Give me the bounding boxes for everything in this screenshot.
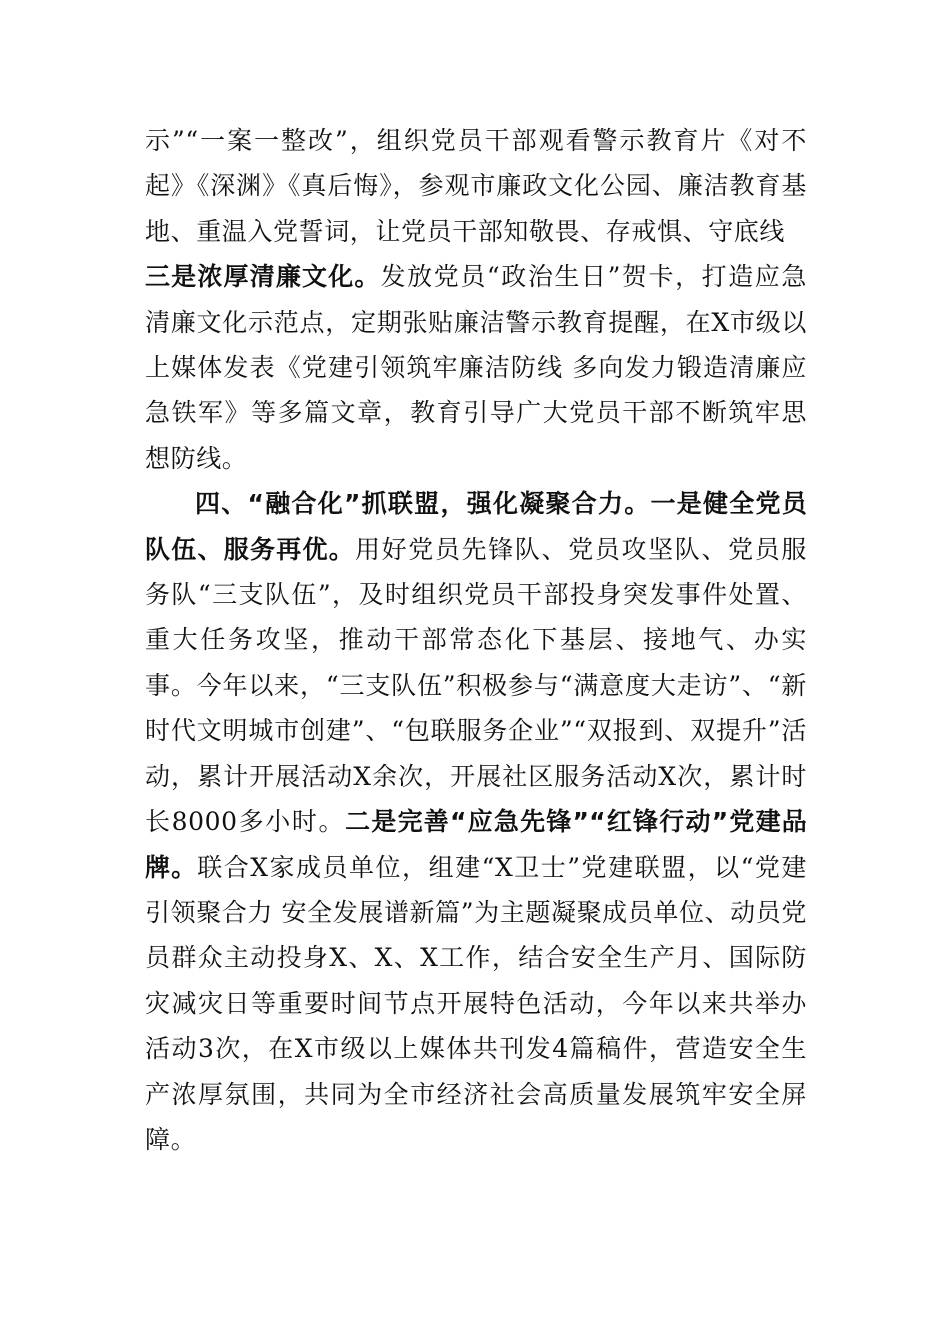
- document-body: [145, 118, 807, 1162]
- paragraph-2-text-2: 联合X家成员单位，组建“X卫士”党建联盟，以“党建引领聚合力 安全发展谱新篇”为主题凝聚成员单位、动员党员群众主动投身X、X、X工作，结合安全生产月、国际防灾减灾日等重要时间节点开展特色活动，今年以来共举办活动3次，在X市级以上媒体共刊发4篇稿件，营造安全生产浓厚氛围，共同为全市经济社会高质量发展筑牢安全屏障。: [145, 852, 807, 1154]
- heading-alliance: 四、“融合化”抓联盟，强化凝聚合力。一是健全党员队伍、服务再优。: [145, 489, 807, 564]
- paragraph-2: [145, 481, 807, 1162]
- paragraph-1-text-b: 发放党员“政治生日”贺卡，打造应急清廉文化示范点，定期张贴廉洁警示教育提醒，在X市级以上媒体发表《党建引领筑牢廉洁防线 多向发力锻造清廉应急铁军》等多篇文章，教育引导广大党员干部不断筑牢思想防线。: [145, 262, 807, 473]
- heading-brand: 二是完善“应急先锋”“红锋行动”党建品牌。: [145, 807, 807, 882]
- heading-culture: 三是浓厚清廉文化。: [145, 262, 381, 292]
- paragraph-1: [145, 118, 807, 481]
- paragraph-2-text-1: 用好党员先锋队、党员攻坚队、党员服务队“三支队伍”，及时组织党员干部投身突发事件处置、重大任务攻坚，推动干部常态化下基层、接地气、办实事。今年以来，“三支队伍”积极参与“满意度大走访”、“新时代文明城市创建”、“包联服务企业”“双报到、双提升”活动，累计开展活动X余次，开展社区服务活动X次，累计时长8000多小时。: [145, 534, 807, 837]
- paragraph-1-text-a: 示”“一案一整改”，组织党员干部观看警示教育片《对不起》《深渊》《真后悔》，参观市廉政文化公园、廉洁教育基地、重温入党誓词，让党员干部知敬畏、存戒惧、守底线: [145, 126, 807, 246]
